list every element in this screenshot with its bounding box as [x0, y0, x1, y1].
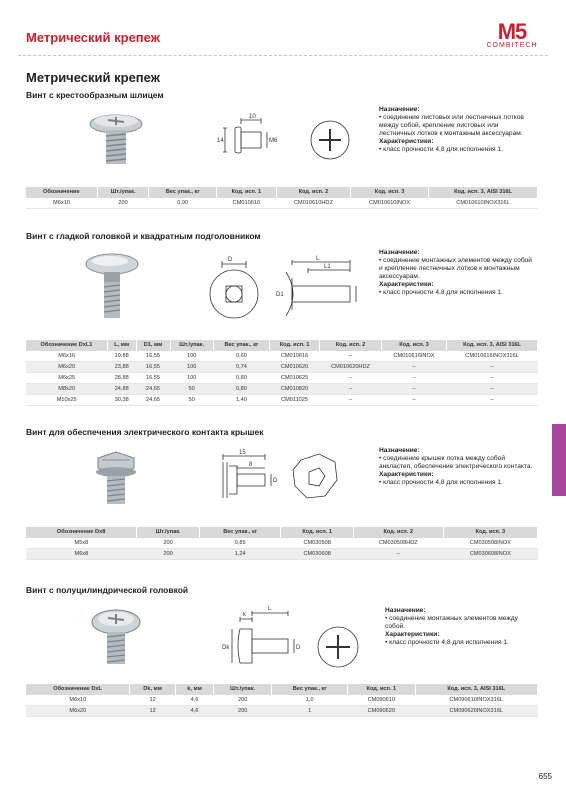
table-cell: M6x8	[26, 548, 137, 559]
cross-screw-drawing	[215, 110, 360, 170]
dim-l1: L1	[324, 264, 331, 270]
section-title: Винт для обеспечения электрического контакта крышек	[26, 427, 264, 437]
purpose-label: Назначение:	[379, 249, 420, 256]
table-cell: 200	[137, 548, 200, 559]
table-cell: –	[381, 394, 446, 405]
table-cell: CM010610HDZ	[276, 198, 350, 209]
column-header: Код. исп. 2	[276, 187, 350, 198]
table-cell: 1,24	[199, 548, 281, 559]
carriage-bolt-photo	[82, 250, 142, 320]
table-cell: M6x25	[26, 372, 107, 383]
spec-table	[26, 527, 538, 560]
column-header: Вес упак., кг	[213, 340, 269, 351]
column-header: Код. исп. 1	[348, 684, 415, 695]
table-cell: –	[381, 372, 446, 383]
table-cell: CM010820	[270, 383, 320, 394]
table-cell: 30,38	[107, 394, 136, 405]
table-cell: 16,55	[136, 372, 170, 383]
section-description	[379, 106, 531, 154]
table-cell: CM010610INOX	[351, 198, 429, 209]
column-header: Обозначение Dx8	[26, 527, 137, 538]
column-header: Код. исп. 3	[443, 527, 537, 538]
purpose-text: • соединение крышек лотка между собой анкластеп, обеспечение электрического контакта.	[379, 455, 533, 470]
table-row	[26, 198, 538, 209]
specs-label: Характеристики:	[385, 631, 440, 638]
column-header: Код. исп. 3, AISI 316L	[447, 340, 538, 351]
column-header: Код. исп. 3, AISI 316L	[415, 684, 538, 695]
purpose-text: • соединение монтажных элементов между собой и крепление лестничных лотков к монтажным аксессуарам.	[379, 257, 532, 280]
table-cell: 1,40	[213, 394, 269, 405]
table-cell: 16,55	[136, 351, 170, 362]
dim-k: k	[243, 612, 246, 618]
logo-sub: COMBITECH	[486, 42, 538, 49]
table-cell: CM010610	[216, 198, 276, 209]
specs-text: • класс прочности 4,8 для исполнения 1.	[385, 639, 509, 646]
table-cell: CM030508INOX	[443, 538, 537, 549]
table-cell: M6x10	[26, 198, 97, 209]
column-header: Код. исп. 3	[381, 340, 446, 351]
dim-l: L	[316, 256, 320, 262]
section-description	[385, 607, 535, 647]
page-number: 655	[538, 772, 552, 781]
table-cell: 100	[170, 351, 213, 362]
carriage-bolt-drawing	[208, 252, 368, 322]
brand-logo	[483, 19, 541, 49]
table-cell: CM090620	[348, 705, 415, 716]
column-header: Код. исп. 2	[320, 340, 382, 351]
dim-thread: M6	[269, 138, 278, 144]
dim-15: 15	[239, 450, 246, 456]
table-cell: CM010616	[270, 351, 320, 362]
side-tab	[552, 424, 566, 496]
dim-height: 14	[217, 138, 224, 144]
column-header: Шт./упак.	[170, 340, 213, 351]
specs-label: Характеристики:	[379, 138, 434, 145]
column-header: Код. исп. 3	[351, 187, 429, 198]
table-cell: 50	[170, 394, 213, 405]
column-header: Код. исп. 1	[216, 187, 276, 198]
column-header: Обозначение DxL1	[26, 340, 107, 351]
pan-head-screw-photo	[86, 606, 146, 668]
section-carriage-bolt	[26, 231, 546, 241]
table-cell: M8x20	[26, 383, 107, 394]
purpose-label: Назначение:	[385, 607, 426, 614]
table-cell: 100	[170, 361, 213, 372]
table-cell: 100	[170, 372, 213, 383]
table-cell: –	[447, 394, 538, 405]
table-cell: CM010616INOX	[381, 351, 446, 362]
table-cell: 28,88	[107, 372, 136, 383]
table-cell: M6x10	[26, 695, 130, 706]
table-cell: CM090610	[348, 695, 415, 706]
table-cell: CM030608INOX	[443, 548, 537, 559]
column-header: L, мм	[107, 340, 136, 351]
table-cell: –	[320, 372, 382, 383]
column-header: D1, мм	[136, 340, 170, 351]
table-cell: 24,65	[136, 394, 170, 405]
specs-label: Характеристики:	[379, 471, 434, 478]
dim-l: L	[268, 606, 272, 612]
purpose-label: Назначение:	[379, 106, 420, 113]
page-title: Метрический крепеж	[26, 70, 160, 85]
table-cell: 4,6	[176, 705, 214, 716]
header-title: Метрический крепеж	[26, 30, 160, 45]
table-row	[26, 361, 538, 372]
purpose-label: Назначение:	[379, 447, 420, 454]
column-header: Вес упак., кг	[199, 527, 281, 538]
section-title: Винт с гладкой головкой и квадратным подголовником	[26, 231, 261, 241]
section-pan-head-screw	[26, 585, 546, 595]
table-cell: 24,88	[107, 383, 136, 394]
purpose-text: • соединение монтажных элементов между собой.	[385, 615, 518, 630]
table-cell: CM010620	[270, 361, 320, 372]
header-divider	[18, 55, 548, 56]
page-header	[0, 0, 566, 62]
table-cell: –	[320, 394, 382, 405]
spec-table	[26, 187, 538, 209]
table-cell: –	[320, 351, 382, 362]
purpose-text: • соединение листовых или лестничных лотков между собой, крепление листовых или лестничных лотков к монтажным аксессуарам.	[379, 114, 524, 137]
specs-label: Характеристики:	[379, 281, 434, 288]
dim-d1: D1	[276, 292, 284, 298]
dim-dk: Dk	[222, 645, 230, 651]
table-cell: M5x8	[26, 538, 137, 549]
table-row	[26, 695, 538, 706]
table-cell: CM010616INOX316L	[447, 351, 538, 362]
table-cell: 12	[130, 695, 176, 706]
table-cell: 0,80	[213, 372, 269, 383]
table-cell: –	[320, 383, 382, 394]
table-cell: –	[381, 361, 446, 372]
table-cell: CM030608	[281, 548, 353, 559]
table-cell: 16,55	[136, 361, 170, 372]
table-cell: 0,60	[213, 351, 269, 362]
table-cell: CM030508	[281, 538, 353, 549]
column-header: Обозначение	[26, 187, 97, 198]
table-cell: CM010625	[270, 372, 320, 383]
table-cell: CM090610INOX316L	[415, 695, 538, 706]
section-title: Винт с крестообразным шлицем	[26, 90, 164, 100]
section-cross-screw	[26, 90, 546, 100]
column-header: Шт./упак.	[97, 187, 149, 198]
column-header: k, мм	[176, 684, 214, 695]
table-cell: 200	[137, 538, 200, 549]
column-header: Код. исп. 2	[353, 527, 443, 538]
table-cell: 200	[97, 198, 149, 209]
logo-main: M5	[497, 19, 527, 44]
table-cell: 1,0	[272, 695, 348, 706]
table-cell: 24,65	[136, 383, 170, 394]
table-cell: CM011025	[270, 394, 320, 405]
table-cell: M6x20	[26, 361, 107, 372]
table-cell: M6x16	[26, 351, 107, 362]
specs-text: • класс прочности 4,8 для исполнения 1.	[379, 479, 503, 486]
column-header: Шт./упак.	[137, 527, 200, 538]
table-cell: CM090620INOX316L	[415, 705, 538, 716]
table-row	[26, 383, 538, 394]
table-cell: 0,85	[199, 538, 281, 549]
column-header: Код. исп. 3, AISI 316L	[429, 187, 538, 198]
section-description	[379, 249, 537, 297]
table-cell: –	[447, 361, 538, 372]
table-cell: 200	[213, 695, 271, 706]
table-cell: 19,88	[107, 351, 136, 362]
dim-8: 8	[249, 462, 253, 468]
table-cell: –	[447, 372, 538, 383]
column-header: Dk, мм	[130, 684, 176, 695]
table-cell: 4,6	[176, 695, 214, 706]
dim-d: D	[273, 478, 278, 484]
table-cell: M6x20	[26, 705, 130, 716]
column-header: Вес упак., кг	[272, 684, 348, 695]
table-row	[26, 538, 538, 549]
spec-table	[26, 340, 538, 406]
table-cell: –	[353, 548, 443, 559]
table-row	[26, 351, 538, 362]
dim-d: D	[228, 257, 233, 263]
table-row	[26, 705, 538, 716]
section-description	[379, 447, 537, 487]
table-cell: M10x25	[26, 394, 107, 405]
table-cell: 0,90	[149, 198, 216, 209]
table-cell: CM010610INOX316L	[429, 198, 538, 209]
table-row	[26, 372, 538, 383]
table-cell: CM010620HDZ	[320, 361, 382, 372]
column-header: Вес упак., кг	[149, 187, 216, 198]
dim-length: 10	[249, 114, 256, 120]
column-header: Обозначение DxL	[26, 684, 130, 695]
table-cell: 12	[130, 705, 176, 716]
spec-table	[26, 684, 538, 717]
pan-head-screw-drawing	[220, 605, 365, 675]
table-cell: CM030508HDZ	[353, 538, 443, 549]
section-contact-screw	[26, 427, 546, 437]
column-header: Код. исп. 1	[281, 527, 353, 538]
cross-screw-photo	[82, 110, 152, 172]
table-cell: 23,88	[107, 361, 136, 372]
table-cell: 1	[272, 705, 348, 716]
section-title: Винт с полуцилиндрической головкой	[26, 585, 189, 595]
table-cell: 0,80	[213, 383, 269, 394]
contact-screw-photo	[88, 448, 143, 508]
dim-d: D	[296, 645, 301, 651]
specs-text: • класс прочности 4,8 для исполнения 1.	[379, 289, 503, 296]
specs-text: • класс прочности 4,8 для исполнения 1.	[379, 146, 503, 153]
table-cell: 50	[170, 383, 213, 394]
table-row	[26, 394, 538, 405]
contact-screw-drawing	[215, 448, 345, 510]
table-cell: –	[447, 383, 538, 394]
table-row	[26, 548, 538, 559]
column-header: Код. исп. 1	[270, 340, 320, 351]
table-cell: 0,74	[213, 361, 269, 372]
table-cell: 200	[213, 705, 271, 716]
column-header: Шт./упак.	[213, 684, 271, 695]
table-cell: –	[381, 383, 446, 394]
